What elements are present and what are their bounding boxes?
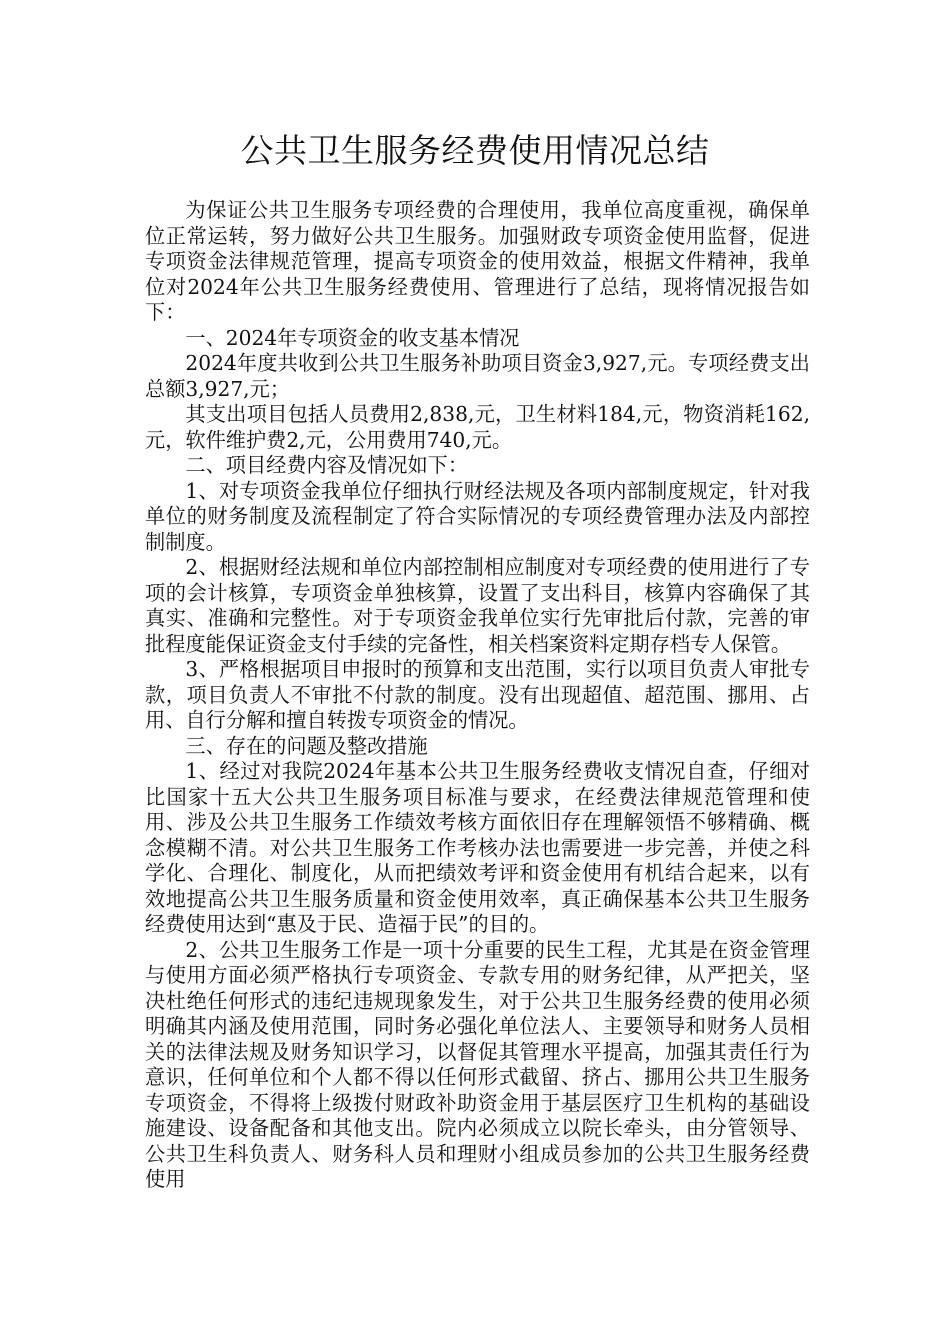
heading-section-3: 三、存在的问题及整改措施 — [185, 733, 428, 758]
paragraph-income: 2024年度共收到公共卫生服务补助项目资金3,927,元。专项经费支出总额3,927,元； — [145, 351, 810, 401]
paragraph-item-1: 1、对专项资金我单位仔细执行财经法规及各项内部制度规定，针对我单位的财务制度及流程制定了符合实际情况的专项经费管理办法及内部控制制度。 — [145, 478, 810, 554]
heading-section-2: 二、项目经费内容及情况如下： — [185, 453, 469, 477]
document-body — [145, 198, 810, 1193]
heading-section-1: 一、2024年专项资金的收支基本情况 — [185, 325, 520, 350]
paragraph-item-3: 3、严格根据项目申报时的预算和支出范围，实行以项目负责人审批专款，项目负责人不审批不付款的制度。没有出现超值、超范围、挪用、占用、自行分解和擅自转拨专项资金的情况。 — [145, 657, 810, 732]
paragraph-item-2: 2、根据财经法规和单位内部控制相应制度对专项经费的使用进行了专项的会计核算，专项资金单独核算，设置了支出科目，核算内容确保了其真实、准确和完整性。对于专项资金我单位实行先审批后付款，完善的审批程度能保证资金支付手续的完备性，相关档案资料定期存档专人保管。 — [145, 555, 810, 656]
document-title: 公共卫生服务经费使用情况总结 — [240, 131, 710, 170]
paragraph-intro: 为保证公共卫生服务专项经费的合理使用，我单位高度重视，确保单位正常运转，努力做好公共卫生服务。加强财政专项资金使用监督，促进专项资金法律规范管理，提高专项资金的使用效益，根据文件精神，我单位对2024年公共卫生服务经费使用、管理进行了总结，现将情况报告如下： — [145, 198, 810, 324]
paragraph-problem-2: 2、公共卫生服务工作是一项十分重要的民生工程，尤其是在资金管理与使用方面必须严格执行专项资金、专款专用的财务纪律，从严把关，坚决杜绝任何形式的违纪违规现象发生，对于公共卫生服务经费的使用必须明确其内涵及使用范围，同时务必强化单位法人、主要领导和财务人员相关的法律法规及财务知识学习，以督促其管理水平提高，加强其责任行为意识，任何单位和个人都不得以任何形式截留、挤占、挪用公共卫生服务专项资金，不得将上级拨付财政补助资金用于基层医疗卫生机构的基础设施建设、设备配备和其他支出。院内必须成立以院长牵头，由分管领导、公共卫生科负责人、财务科人员和理财小组成员参加的公共卫生服务经费使用 — [145, 937, 810, 1191]
paragraph-expenditure: 其支出项目包括人员费用2,838,元，卫生材料184,元，物资消耗162,元，软件维护费2,元，公用费用740,元。 — [145, 402, 810, 452]
paragraph-problem-1: 1、经过对我院2024年基本公共卫生服务经费收支情况自查，仔细对比国家十五大公共卫生服务项目标准与要求，在经费法律规范管理和使用、涉及公共卫生服务工作绩效考核方面依旧存在理解领悟不够精确、概念模糊不清。对公共卫生服务工作考核办法也需要进一步完善，并使之科学化、合理化、制度化，从而把绩效考评和资金使用有机结合起来，以有效地提高公共卫生服务质量和资金使用效率，真正确保基本公共卫生服务经费使用达到“惠及于民、造福于民”的目的。 — [145, 759, 810, 936]
